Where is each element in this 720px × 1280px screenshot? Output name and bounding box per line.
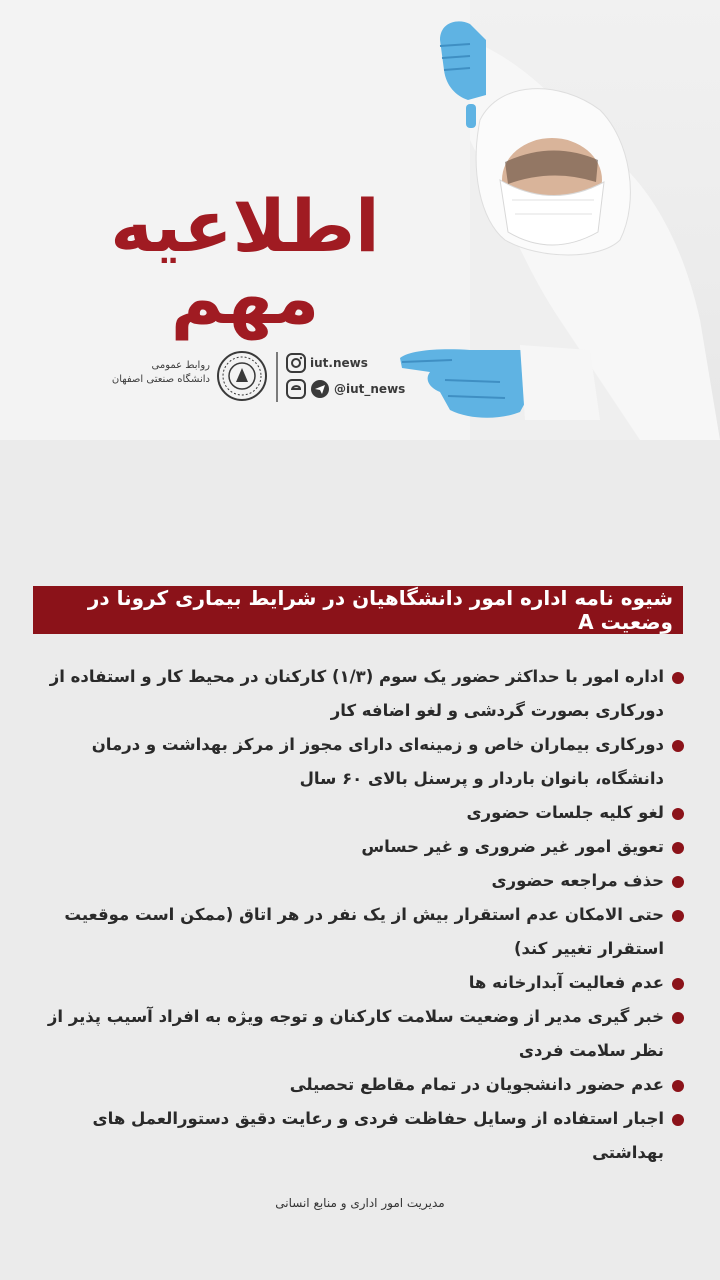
bullet-icon — [672, 672, 684, 684]
bullet-icon — [672, 1114, 684, 1126]
list-item-text: لغو کلیه جلسات حضوری — [466, 803, 664, 822]
website-text[interactable]: iut.news — [310, 356, 368, 370]
social-website-row[interactable] — [286, 352, 368, 374]
divider — [276, 352, 278, 402]
bullet-icon — [672, 876, 684, 888]
university-seal-icon — [216, 350, 268, 402]
list-item — [36, 830, 686, 864]
list-item — [36, 1102, 686, 1170]
social-handle-row[interactable] — [286, 378, 405, 400]
bullet-icon — [672, 1012, 684, 1024]
notice-list — [36, 660, 686, 1170]
list-item — [36, 864, 686, 898]
hero-banner — [0, 0, 720, 440]
university-name — [110, 360, 210, 385]
footer-department: مدیریت امور اداری و منابع انسانی — [275, 1196, 445, 1210]
list-item-text: حذف مراجعه حضوری — [491, 871, 664, 890]
list-item-text: خبر گیری مدیر از وضعیت سلامت کارکنان و توجه ویژه به افراد آسیب پذیر از نظر سلامت فردی — [47, 1007, 664, 1060]
list-item-text: اجبار استفاده از وسایل حفاظت فردی و رعایت دقیق دستورالعمل های بهداشتی — [92, 1109, 664, 1162]
university-label: دانشگاه صنعتی اصفهان — [111, 374, 210, 385]
bullet-icon — [672, 1080, 684, 1092]
list-item-text: عدم حضور دانشجویان در تمام مقاطع تحصیلی — [289, 1075, 664, 1094]
bullet-icon — [672, 842, 684, 854]
list-item — [36, 898, 686, 966]
list-item — [36, 1068, 686, 1102]
list-item-text: حتی الامکان عدم استقرار بیش از یک نفر در هر اتاق (ممکن است موقعیت استقرار تغییر کند) — [64, 905, 664, 958]
bullet-icon — [672, 910, 684, 922]
telegram-icon — [310, 379, 330, 399]
list-item — [36, 1000, 686, 1068]
list-item-text: دورکاری بیماران خاص و زمینه‌ای دارای مجوز از مرکز بهداشت و درمان دانشگاه، بانوان باردار و پرسنل بالای ۶۰ سال — [91, 735, 664, 788]
list-item — [36, 796, 686, 830]
bullet-icon — [672, 978, 684, 990]
public-relations-label: روابط عمومی — [151, 360, 210, 371]
list-item — [36, 660, 686, 728]
bullet-icon — [672, 740, 684, 752]
notice-title: شیوه نامه اداره امور دانشگاهیان در شرایط بیماری کرونا در وضعیت A — [87, 586, 673, 634]
list-item — [36, 966, 686, 1000]
social-handle-text[interactable]: @iut_news — [334, 382, 406, 396]
headline-important-notice: اطلاعیه مهم — [110, 184, 380, 340]
list-item-text: عدم فعالیت آبدارخانه ها — [468, 973, 664, 992]
notice-title-bar — [33, 586, 683, 634]
list-item-text: تعویق امور غیر ضروری و غیر حساس — [361, 837, 664, 856]
instagram-icon — [286, 353, 306, 373]
bullet-icon — [672, 808, 684, 820]
list-item-text: اداره امور با حداکثر حضور یک سوم (۱/۳) کارکنان در محیط کار و استفاده از دورکاری بصورت گردشی و لغو اضافه کار — [49, 667, 664, 720]
eitaa-icon — [286, 379, 306, 399]
list-item — [36, 728, 686, 796]
